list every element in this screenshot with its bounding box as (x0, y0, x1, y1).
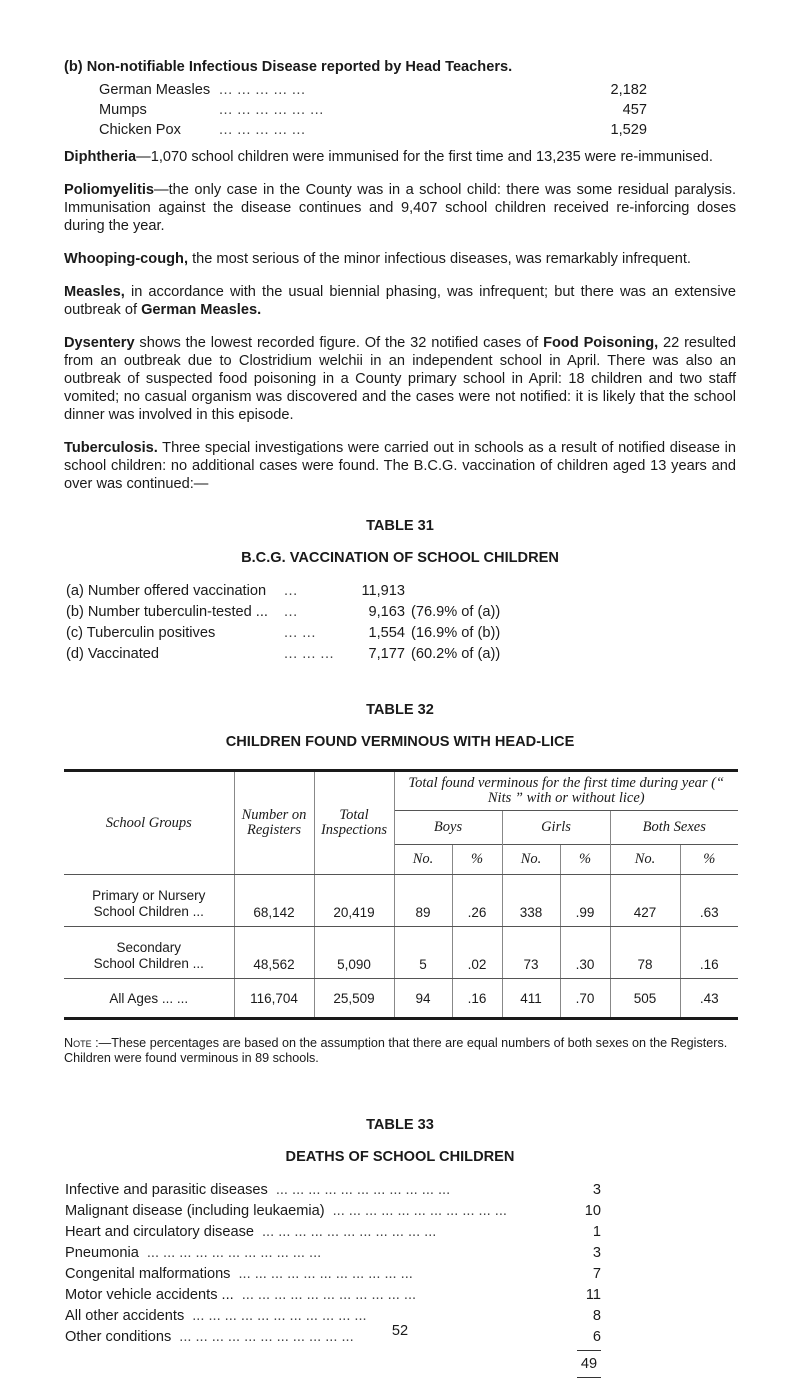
cell-school-group: All Ages ... ... (64, 979, 234, 1019)
list-item (65, 1285, 601, 1306)
table33-list (65, 1180, 601, 1378)
header-boys: Boys (394, 811, 502, 845)
cell-both-no: 78 (610, 927, 680, 979)
cell-boys-pct: .26 (452, 875, 502, 927)
table33-subtitle: DEATHS OF SCHOOL CHILDREN (285, 1149, 515, 1165)
header-pct: % (680, 845, 738, 875)
cell-both-pct: .16 (680, 927, 738, 979)
cell-inspections: 25,509 (314, 979, 394, 1019)
row-value: 9,163 (368, 604, 405, 620)
cell-registers: 116,704 (234, 979, 314, 1019)
cell-boys-no: 89 (394, 875, 452, 927)
cell-inspections: 5,090 (314, 927, 394, 979)
leader-dots: ... ... (284, 625, 316, 641)
total-block (65, 1350, 601, 1378)
leader-dots: ... ... ... ... ... ... ... ... ... ... ... (262, 1224, 437, 1240)
header-no: No. (502, 845, 560, 875)
item-value: 1,529 (610, 122, 647, 138)
cell-registers: 48,562 (234, 927, 314, 979)
table33-title: TABLE 33 (366, 1117, 434, 1133)
leader-dots: ... ... ... ... ... (219, 82, 306, 98)
leader-dots: ... ... ... ... ... ... ... ... ... ... ... (241, 1287, 417, 1303)
header-pct: % (452, 845, 502, 875)
header-total-inspections: Total Inspections (314, 771, 394, 875)
row-label: Malignant disease (including leukaemia) (65, 1203, 325, 1219)
list-item (65, 1201, 601, 1222)
row-label: Heart and circulatory disease (65, 1224, 254, 1240)
cell-girls-no: 73 (502, 927, 560, 979)
leader-dots: ... ... ... ... ... ... ... ... ... ... ... (238, 1266, 413, 1282)
table-row (64, 927, 738, 979)
list-item (99, 80, 736, 100)
list-item (99, 120, 736, 140)
header-no: No. (394, 845, 452, 875)
leader-dots: ... ... ... ... ... ... ... ... ... ... ... (192, 1308, 367, 1324)
table32-title: TABLE 32 (366, 702, 434, 718)
section-b (64, 58, 736, 140)
list-item (66, 581, 736, 602)
tuberculosis-paragraph: Tuberculosis. Three special investigations were carried out in schools as a result of notified disease in school children: no additional cases were found. The B.C.G. vaccination of children aged 13 years and over was continued:— (64, 440, 736, 492)
leader-dots: ... ... ... ... ... ... ... ... ... ... ... (179, 1329, 354, 1345)
whooping-paragraph: Whooping-cough, the most serious of the minor infectious diseases, was remarkably infrequent. (64, 251, 691, 267)
row-label: (b) Number tuberculin-tested ... (66, 604, 268, 620)
leader-dots: ... ... ... ... ... (219, 122, 306, 138)
row-percent: (16.9% of (b)) (411, 625, 501, 641)
table31-list (66, 581, 736, 665)
list-item (65, 1243, 601, 1264)
list-item (66, 623, 736, 644)
list-item (66, 602, 736, 623)
row-value: 1,554 (368, 625, 405, 641)
head-lice-table (64, 769, 738, 1020)
cell-boys-no: 5 (394, 927, 452, 979)
table-row (64, 979, 738, 1019)
list-item (65, 1222, 601, 1243)
header-school-groups: School Groups (64, 771, 234, 875)
page-number: 52 (391, 1323, 409, 1339)
row-value: 7,177 (368, 646, 405, 662)
cell-boys-pct: .16 (452, 979, 502, 1019)
header-both-sexes: Both Sexes (610, 811, 738, 845)
row-value: 1 (592, 1224, 601, 1240)
leader-dots: ... ... ... ... ... ... ... ... ... ... ... (146, 1245, 322, 1261)
list-item (99, 100, 736, 120)
document-page (64, 58, 736, 1378)
cell-girls-pct: .70 (560, 979, 610, 1019)
header-number-on-registers: Number on Registers (234, 771, 314, 875)
row-value: 6 (592, 1329, 601, 1345)
cell-both-pct: .43 (680, 979, 738, 1019)
leader-dots: ... ... ... ... ... ... ... ... ... ... ... (332, 1203, 507, 1219)
row-label: (d) Vaccinated (66, 646, 160, 662)
cell-boys-no: 94 (394, 979, 452, 1019)
cell-girls-pct: .30 (560, 927, 610, 979)
cell-girls-no: 411 (502, 979, 560, 1019)
leader-dots: ... ... ... (284, 646, 335, 662)
table31-title: TABLE 31 (366, 518, 434, 534)
polio-paragraph: Poliomyelitis—the only case in the County was in a school child: there was some residual paralysis. Immunisation against the disease continues and 9,407 school children received re-inforcing doses during the year. (64, 182, 736, 234)
row-percent (405, 581, 631, 602)
row-value: 7 (592, 1266, 601, 1282)
cell-both-pct: .63 (680, 875, 738, 927)
row-label: (c) Tuberculin positives (66, 625, 216, 641)
list-item (65, 1180, 601, 1201)
row-value: 8 (592, 1308, 601, 1324)
row-label: Other conditions (65, 1329, 172, 1345)
table-row (64, 875, 738, 927)
cell-boys-pct: .02 (452, 927, 502, 979)
dysentery-paragraph: Dysentery shows the lowest recorded figure. Of the 32 notified cases of Food Poisoning, 22 resulted from an outbreak due to Clostridium welchii in an independent school in April. There was also an outbreak of suspected food poisoning in a County primary school in April: 18 children and two staff vomited; no casual organism was discovered and the cases were not notified: it is likely that the school dinner was involved in this episode. (64, 335, 736, 423)
item-value: 2,182 (610, 82, 647, 98)
leader-dots: ... ... ... ... ... ... ... ... ... ... ... (275, 1182, 451, 1198)
list-item (66, 644, 736, 665)
leader-dots: ... ... ... ... ... ... (219, 102, 324, 118)
diphtheria-paragraph: Diphtheria—1,070 school children were immunised for the first time and 13,235 were re-immunised. (64, 149, 713, 165)
row-label: Pneumonia (65, 1245, 139, 1261)
row-percent: (60.2% of (a)) (411, 646, 501, 662)
section-b-heading: (b) Non-notifiable Infectious Disease reported by Head Teachers. (64, 59, 513, 75)
table31-subtitle: B.C.G. VACCINATION OF SCHOOL CHILDREN (241, 550, 559, 566)
row-value: 11,913 (361, 583, 405, 599)
cell-girls-pct: .99 (560, 875, 610, 927)
row-value: 3 (592, 1245, 601, 1261)
leader-dots: ... (284, 604, 298, 620)
cell-inspections: 20,419 (314, 875, 394, 927)
table32-subtitle: CHILDREN FOUND VERMINOUS WITH HEAD-LICE (225, 734, 575, 750)
row-label: (a) Number offered vaccination (66, 583, 267, 599)
leader-dots: ... (284, 583, 298, 599)
row-value: 10 (584, 1203, 601, 1219)
row-label: All other accidents (65, 1308, 185, 1324)
header-girls: Girls (502, 811, 610, 845)
row-value: 3 (592, 1182, 601, 1198)
item-label: German Measles (99, 82, 211, 98)
row-label: Congenital malformations (65, 1266, 231, 1282)
table32-note: Note :—These percentages are based on the assumption that there are equal numbers of both sexes on the Registers. Children were found verminous in 89 schools. (64, 1036, 728, 1065)
item-label: Mumps (99, 102, 147, 118)
cell-registers: 68,142 (234, 875, 314, 927)
cell-both-no: 505 (610, 979, 680, 1019)
header-found-verminous: Total found verminous for the first time during year (“ Nits ” with or without lice) (394, 771, 738, 811)
cell-both-no: 427 (610, 875, 680, 927)
header-no: No. (610, 845, 680, 875)
row-label: Motor vehicle accidents ... (65, 1287, 234, 1303)
cell-school-group: Secondary School Children ... (64, 927, 234, 979)
item-value: 457 (622, 102, 647, 118)
header-pct: % (560, 845, 610, 875)
cell-girls-no: 338 (502, 875, 560, 927)
list-item (65, 1264, 601, 1285)
row-percent: (76.9% of (a)) (411, 604, 501, 620)
row-label: Infective and parasitic diseases (65, 1182, 268, 1198)
section-b-list (99, 80, 736, 140)
total-value: 49 (577, 1350, 601, 1378)
cell-school-group: Primary or Nursery School Children ... (64, 875, 234, 927)
row-value: 11 (585, 1287, 601, 1303)
measles-paragraph: Measles, in accordance with the usual biennial phasing, was infrequent; but there was an extensive outbreak of German Measles. (64, 284, 736, 318)
item-label: Chicken Pox (99, 122, 181, 138)
